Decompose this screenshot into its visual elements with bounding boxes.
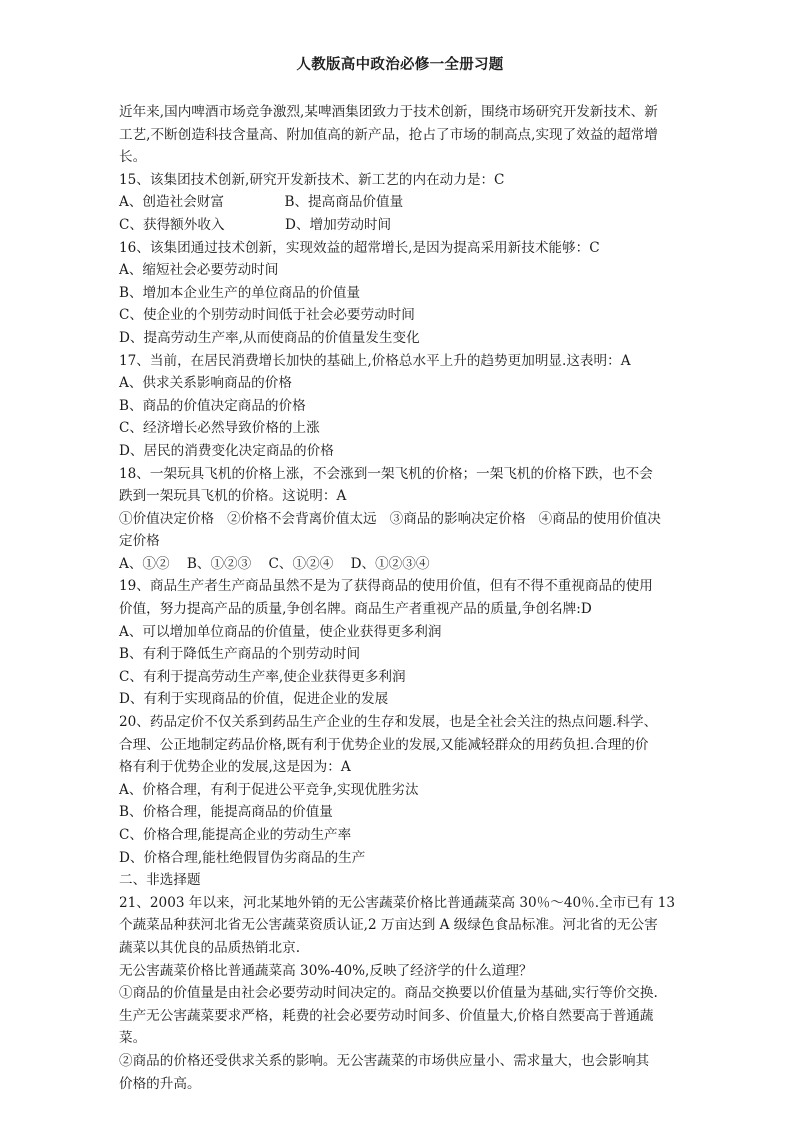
question-20-option-c: C、价格合理,能提高企业的劳动生产率	[119, 827, 352, 843]
answer-point-1: 生产无公害蔬菜要求严格，耗费的社会必要劳动时间多、价值量大,价格自然要高于普通蔬	[119, 1007, 654, 1024]
question-16-option-c: C、使企业的个别劳动时间低于社会必要劳动时间	[119, 307, 415, 324]
question-17-option-d: D、居民的消费变化决定商品的价格	[119, 442, 334, 459]
document-title: 人教版高中政治必修一全册习题	[296, 57, 504, 73]
answer-point-2: 价格的升高。	[119, 1075, 201, 1092]
question-20-option-d: D、价格合理,能杜绝假冒伪劣商品的生产	[119, 849, 366, 866]
question-18-stem: 18、一架玩具飞机的价格上涨，不会涨到一架飞机的价格；一架飞机的价格下跌，也不会	[119, 465, 653, 482]
question-18-items: ①价值决定价格 ②价格不会背离价值太远 ③商品的影响决定价格 ④商品的使用价值决	[119, 510, 661, 527]
answer-point-1: 菜。	[119, 1030, 147, 1047]
question-20-stem: 合理、公正地制定药品价格,既有利于优势企业的发展,又能减轻群众的用药负担.合理的价	[119, 736, 649, 753]
section-heading: 二、非选择题	[119, 872, 201, 889]
question-16-option-a: A、缩短社会必要劳动时间	[119, 262, 279, 279]
question-17-stem: 17、当前，在居民消费增长加快的基础上,价格总水平上升的趋势更加明显.这表明：A	[119, 352, 631, 369]
question-18-items: 定价格	[119, 533, 160, 550]
question-19-stem: 价值，努力提高产品的质量,争创名牌。商品生产者重视产品的质量,争创名牌:D	[119, 601, 592, 618]
text-line: 近年来,国内啤酒市场竞争激烈,某啤酒集团致力于技术创新，围绕市场研究开发新技术、新	[119, 104, 658, 120]
question-19-option-c: C、有利于提高劳动生产率,使企业获得更多利润	[119, 668, 406, 685]
question-20-option-a: A、价格合理，有利于促进公平竞争,实现优胜劣汰	[119, 781, 419, 798]
question-15-options-cd: C、获得额外收入 D、增加劳动时间	[119, 216, 392, 233]
question-16-stem: 16、该集团通过技术创新，实现效益的超常增长,是因为提高采用新技术能够：C	[119, 239, 600, 256]
question-15-stem: 15、该集团技术创新,研究开发新技术、新工艺的内在动力是：C	[119, 171, 505, 188]
question-19-stem: 19、商品生产者生产商品虽然不是为了获得商品的使用价值，但有不得不重视商品的使用	[119, 578, 653, 595]
question-18-options: A、①② B、①②③ C、①②④ D、①②③④	[119, 555, 430, 572]
question-16-option-d: D、提高劳动生产率,从而使商品的价值量发生变化	[119, 329, 420, 346]
question-17-option-a: A、供求关系影响商品的价格	[119, 375, 292, 392]
question-20-option-b: B、价格合理，能提高商品的价值量	[119, 804, 333, 821]
question-20-stem: 格有利于优势企业的发展,这是因为：A	[119, 759, 351, 776]
text-line: 长。	[119, 149, 147, 166]
question-18-stem: 跌到一架玩具飞机的价格。这说明：A	[119, 488, 347, 505]
question-17-option-b: B、商品的价值决定商品的价格	[119, 397, 306, 414]
question-21-stem: 21、2003 年以来，河北某地外销的无公害蔬菜价格比普通蔬菜高 30％～40％.全市已有 13	[119, 894, 676, 911]
question-19-option-a: A、可以增加单位商品的价值量，使企业获得更多利润	[119, 623, 442, 640]
document-body	[119, 101, 685, 1095]
question-16-option-b: B、增加本企业生产的单位商品的价值量	[119, 284, 361, 301]
question-21-prompt: 无公害蔬菜价格比普通蔬菜高 30%-40%,反映了经济学的什么道理？	[119, 962, 533, 979]
answer-point-2: ②商品的价格还受供求关系的影响。无公害蔬菜的市场供应量小、需求量大，也会影响其	[119, 1052, 650, 1069]
question-15-options-ab: A、创造社会财富 B、提高商品价值量	[119, 194, 404, 211]
question-20-stem: 20、药品定价不仅关系到药品生产企业的生存和发展，也是全社会关注的热点问题.科学、	[119, 714, 658, 731]
question-21-stem: 个蔬菜品种获河北省无公害蔬菜资质认证,2 万亩达到 A 级绿色食品标准。河北省的无公害	[119, 917, 658, 934]
question-19-option-b: B、有利于降低生产商品的个别劳动时间	[119, 646, 361, 663]
question-17-option-c: C、经济增长必然导致价格的上涨	[119, 420, 320, 437]
text-line: 工艺,不断创造科技含量高、附加值高的新产品，抢占了市场的制高点,实现了效益的超常增	[119, 126, 658, 143]
answer-point-1: ①商品的价值量是由社会必要劳动时间决定的。商品交换要以价值量为基础,实行等价交换.	[119, 985, 658, 1002]
question-19-option-d: D、有利于实现商品的价值，促进企业的发展	[119, 691, 389, 708]
question-21-stem: 蔬菜以其优良的品质热销北京.	[119, 939, 301, 956]
